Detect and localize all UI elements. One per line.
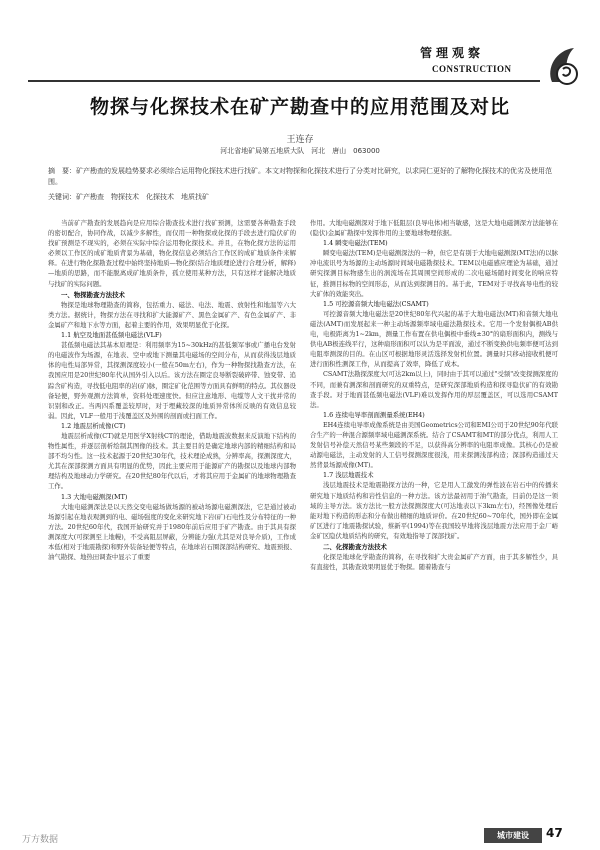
section-heading: 一、物探勘查方法技术 (61, 290, 125, 299)
journal-label: 城市建设 (484, 828, 542, 843)
page-number: 47 (546, 826, 563, 840)
paragraph: 当前矿产勘查的发展趋向是应用综合勘查技术进行找矿预测，这需要各种勘查手段的密切配合，协同作战，以减少多解性，而仅用一种物探或化探的手段去进行隐伏矿的找矿预测是不现实的，必须在实际中综合运用物化探技术。并且，在物化探方法的运用必须以工作区的成矿地质背景为基础，物化探信息必须结合工作区的成矿地质条件来解释。在进行物化探勘查过程中始终坚持地质—物化探(结合地质理论进行合理分析，解释)—地质的思路，而不能脱离成矿地质条件，孤立使用某种方法，只有这样才能解决地质与找矿的实际问题。 (48, 219, 296, 288)
right-column (310, 218, 558, 572)
article-author: 王连存 (286, 135, 314, 145)
section-heading: 二、化探勘查方法技术 (323, 543, 387, 551)
paragraph: 瞬变电磁法(TEM)是电磁测深法的一种，但它是有别于大地电磁测深(MT法)的以脉冲电流讯号为场源的主动场源时间域电磁勘探技术。TEM以电磁感应理论为基础，通过研究探测目标物感生出的涡流场在其周围空间形成的二次电磁场随时间变化的响应特征，推测目标物的空间形态，从而达到探测目的。基于此，TEM对于寻找高导电性的较大矿体的效能突出。 (310, 249, 558, 298)
watermark: 万方数据 (22, 835, 59, 845)
subsection-heading: 1.2 地震层析成像(CT) (61, 421, 126, 430)
header-rule (28, 80, 540, 82)
paragraph: 大地电磁测深法是以天然交变电磁场做场源的被动场源电磁测深法，它是通过被动场源引起在地表观测到的电、磁场强度的变化来研究地下岩(矿)石电性及分布特征的一种方法。20世纪60年代，我国开始研究并于1980年前后应用于矿产勘查。由于其具有探测深度大(可探测至上地幔)，不受高阻层屏蔽，分辨能力强(尤其是对良导介质)，工作成本低(相对于地震勘探)和野外装备轻便等特点，在地球岩石圈深部结构研究、地震预报、油气勘探、地热田调查中显示了重要 (48, 502, 296, 562)
paragraph: 可控源音频大地电磁法是20世纪80年代兴起的基于大地电磁法(MT)和音频大地电磁法(AMT)而发展起来一种主动场源频率域电磁法勘探技术。它用一个发射偶极AB供电，电极距离为1~2km，测量工作布置在供电偶极中垂线±30°的扇形面积内，测线与供电AB极连线平行，这种扇形面积可以认为是平面波，通过不断变换供电频率便可达到电阻率测深的目的。在山区可根据地形灵活选择发射机位置。测量时只移动接收机便可进行面积性测深工作，从而提高了效率，降低了成本。 (310, 309, 558, 369)
paragraph: 浅层地震技术是地震勘探方法的一种，它是用人工激发的弹性波在岩石中的传播来研究地下地质结构和岩性信息的一种方法。该方法最初用于油气勘查，目前仍是这一领域的主导方法。该方法比一般方法探测深度大(可达地表以下3km左右)，经图像处理后能对地下构造的形态和分布做出精细的地质评价。在20世纪60~70年代，国外即在金属矿区进行了地震勘探试验，蔡新平(1994)等在我国较早地将浅层地震方法应用于金厂峪金矿区隐伏地质结构的研究，有效地指导了深部找矿。 (310, 481, 558, 540)
section-title-en: CONSTRUCTION (432, 64, 512, 74)
paragraph: 化探是地球化学勘查的简称，在寻找和扩大贵金属矿产方面，由于其多解性少，具有直接性，其勘查效果明显优于物探。随着勘查与 (310, 553, 558, 572)
keywords: 关键词：矿产勘查 物探技术 化探技术 地质找矿 (48, 193, 209, 201)
paragraph: 地震层析成像(CT)就是用医学X射线CT的理论，借助地震波数据来反演地下结构的物性属性，并逐层剖析绘制其图像的技术。其主要目的是确定地球内部的精细结构和局部不均匀性。这一技术起源于20世纪30年代，技术理论成熟，分辨率高，探测深度大，尤其在深部探测方面具有明显的优势，因此主要应用于能源矿产的勘探以及地球内部物理结构及地球动力学研究。在20世纪80年代以后，才将其应用于金属矿的地球物理勘查工作。 (48, 431, 296, 491)
paragraph: 物探是地球物理勘查的简称，包括重力、磁法、电法、地震、放射性和地温等六大类方法。据统计，物探方法在寻找和扩大能源矿产、黑色金属矿产、有色金属矿产、非金属矿产和地下水等方面，起着主要的作用，效果明显优于化探。 (48, 300, 296, 329)
paragraph: CSAMT法勘探深度大(可达2km以上)，同时由于其可以通过"受频"改变探测深度的不同，而兼有测深和剖面研究的双重特点，是研究深部地质构造和探寻隐伏矿的有效勘查手段。对于地面甚低频电磁法(VLF)难以发挥作用的厚层覆盖区，可以选用CSAMT法。 (310, 370, 558, 409)
paragraph: 甚低频电磁法其基本原理是：利用频率为15~30kHz的甚低频军事或广播电台发射的电磁波作为场源，在地表、空中或地下测量其电磁场的空间分布，从而获得浅层地质体的电性局部异常，其探测深度较小(一般在50m左右)，作为一种物探找勘查方法，在我国应用是20世纪80年代从国外引入以后。该方法在圈定良导断裂破碎带、蚀变带、追踪含矿构造，寻找低电阻率的岩(矿)脉，圈定矿化范围等方面具有鲜明的特点。其仪器设备轻便，野外观测方法简单，资料处理速度快。但应注意地形、电缆等人文干扰并常的识别和改正。当两四系覆盖较厚时，对于埋藏较深的地质异常体所反映的有效信息较弱。因此，VLF一般用于浅覆盖区及外围的剖面或扫面工作。 (48, 341, 296, 420)
abstract: 摘 要：矿产勘查的发展趋势要求必须综合运用物化探技术进行找矿。本文对物探和化探技术进行了分类对比研究，以求同仁更好的了解物化探技术的优劣及使用范围。 (48, 167, 552, 186)
article-title: 物探与化探技术在矿产勘查中的应用范围及对比 (89, 96, 510, 118)
page-header (0, 0, 600, 88)
section-title: 管理观察 (420, 46, 485, 60)
subsection-heading: 1.4 瞬变电磁法(TEM) (323, 239, 388, 248)
subsection-heading: 1.3 大地电磁测深(MT) (61, 492, 128, 501)
subsection-heading: 1.6 连续电导率剖面测量系统(EH4) (323, 410, 425, 419)
subsection-heading: 1.7 浅层地震技术 (323, 471, 374, 480)
paragraph: 作用。大地电磁测深对于地下低阻层(良导电体)相当敏感，这是大地电磁测深方法能够在(隐伏)金属矿勘探中发挥作用的主要地球物理依据。 (310, 219, 558, 238)
section-logo-icon (544, 44, 586, 88)
author-affiliation: 河北省地矿局第五地质大队 河北 唐山 063000 (220, 147, 380, 155)
subsection-heading: 1.1 航空及地面甚低频电磁法(VLF) (61, 331, 162, 340)
left-column (48, 218, 296, 562)
paragraph: EH4连续电导率成像系统是由美国Geometrics公司和EMI公司于20世纪90年代联合生产的一种混合源频率域电磁测深系统。结合了CSAMT和MT的部分优点，利用人工发射信号补偿天然信号某些频段的不足，以获得高分辨率的电阻率成像。其核心仍是被动源电磁法，主动发射的人工信号探测深度很浅，用来探测浅部构造；深部构造通过天然背景场源成像(MT)。 (310, 420, 558, 470)
subsection-heading: 1.5 可控源音频大地电磁法(CSAMT) (323, 299, 429, 308)
